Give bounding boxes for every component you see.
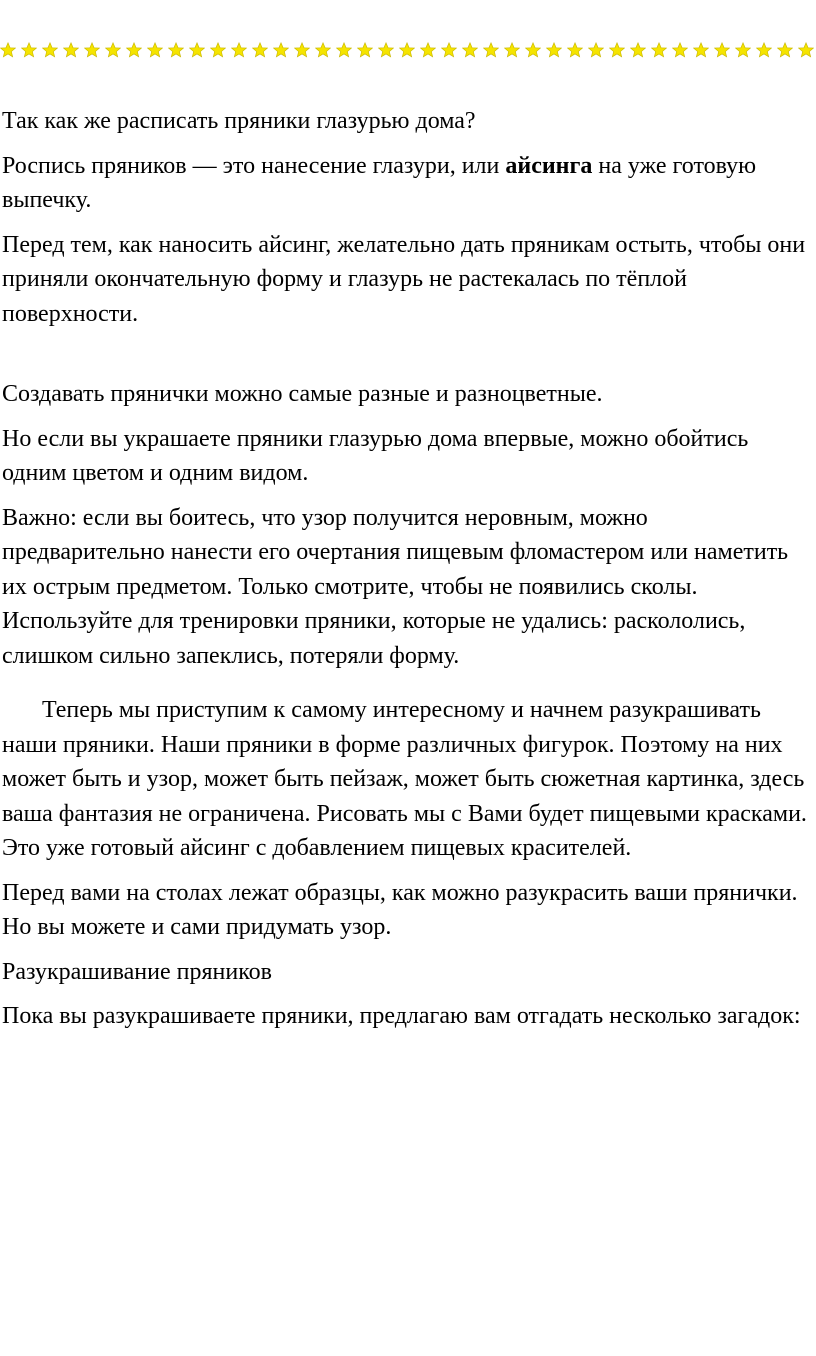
star-icon	[693, 42, 709, 58]
star-icon	[189, 42, 205, 58]
star-icon	[84, 42, 100, 58]
star-icon	[147, 42, 163, 58]
star-icon	[672, 42, 688, 58]
star-icon	[525, 42, 541, 58]
paragraph-cooling: Перед тем, как наносить айсинг, желательно дать пряникам остыть, чтобы они приняли окончательную форму и глазурь не растекалась по тёплой поверхности.	[2, 231, 806, 327]
paragraph-variety: Создавать прянички можно самые разные и разноцветные.	[2, 381, 603, 407]
star-icon	[630, 42, 646, 58]
paragraph-question: Так как же расписать пряники глазурью дома?	[2, 108, 476, 134]
star-icon	[210, 42, 226, 58]
paragraph-definition	[2, 149, 814, 218]
star-icon	[798, 42, 814, 58]
star-icon	[441, 42, 457, 58]
star-icon	[357, 42, 373, 58]
star-icon	[63, 42, 79, 58]
star-icon	[231, 42, 247, 58]
star-icon	[273, 42, 289, 58]
star-icon	[21, 42, 37, 58]
star-icon	[651, 42, 667, 58]
star-icon	[462, 42, 478, 58]
star-icon	[252, 42, 268, 58]
star-icon	[294, 42, 310, 58]
definition-text-start: Роспись пряников — это нанесение глазури, или	[2, 152, 506, 179]
star-icon	[315, 42, 331, 58]
paragraph-subheading: Разукрашивание пряников	[2, 958, 272, 985]
star-icon	[378, 42, 394, 58]
paragraph-riddles: Пока вы разукрашиваете пряники, предлагаю вам отгадать несколько загадок:	[2, 1003, 801, 1029]
star-icon	[735, 42, 751, 58]
star-icon	[42, 42, 58, 58]
star-border	[0, 42, 816, 62]
definition-text-end: на уже готовую выпечку.	[2, 152, 757, 213]
paragraph-first-time: Но если вы украшаете пряники глазурью дома впервые, можно обойтись одним цветом и одним видом.	[2, 425, 749, 486]
star-icon	[567, 42, 583, 58]
star-icon	[168, 42, 184, 58]
blank-gap	[2, 341, 814, 377]
star-icon	[777, 42, 793, 58]
star-icon	[483, 42, 499, 58]
star-icon	[399, 42, 415, 58]
star-icon	[714, 42, 730, 58]
definition-bold-term: айсинга	[505, 152, 593, 179]
star-icon	[105, 42, 121, 58]
star-icon	[420, 42, 436, 58]
document-body	[2, 104, 814, 1044]
paragraph-samples: Перед вами на столах лежат образцы, как можно разукрасить ваши прянички. Но вы можете и сами придумать узор.	[2, 879, 798, 940]
star-icon	[0, 42, 16, 58]
star-icon	[756, 42, 772, 58]
paragraph-important: Важно: если вы боитесь, что узор получится неровным, можно предварительно нанести его очертания пищевым фломастером или наметить их острым предметом. Только смотрите, чтобы не появились сколы. Используйте для тренировки пряники, которые не удались: раскололись, слишком сильно запеклись, потеряли форму.	[2, 504, 789, 669]
paragraph-start-decorating: Теперь мы приступим к самому интересному и начнем разукрашивать наши пряники. Наши пряники в форме различных фигурок. Поэтому на них может быть и узор, может быть пейзаж, может быть сюжетная картинка, здесь ваша фантазия не ограничена. Рисовать мы с Вами будет пищевыми красками. Это уже готовый айсинг с добавлением пищевых красителей.	[2, 697, 807, 861]
star-icon	[588, 42, 604, 58]
star-icon	[126, 42, 142, 58]
star-icon	[336, 42, 352, 58]
star-icon	[609, 42, 625, 58]
star-icon	[504, 42, 520, 58]
star-icon	[546, 42, 562, 58]
